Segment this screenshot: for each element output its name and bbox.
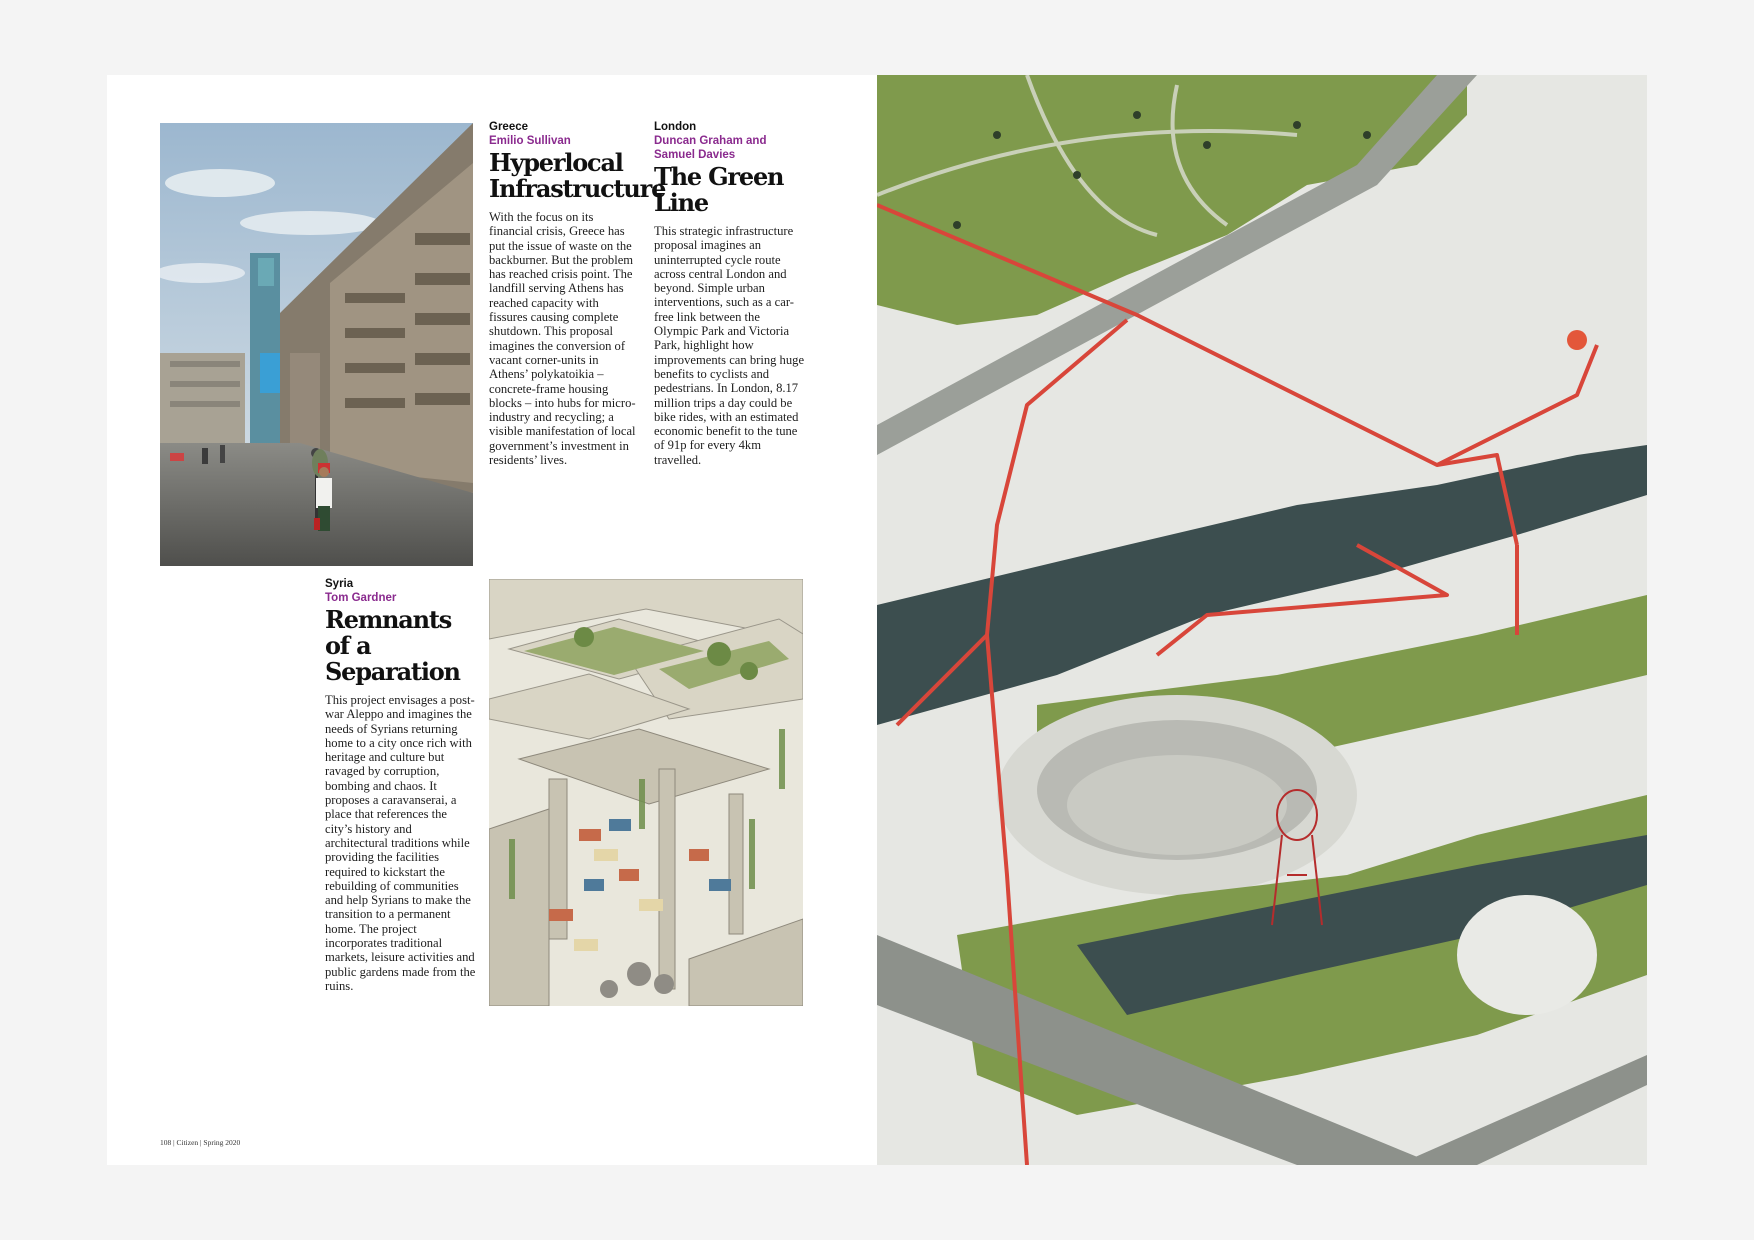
- article-london: [654, 121, 806, 467]
- article-greece: [489, 121, 666, 468]
- article-authors: Emilio Sullivan: [489, 135, 571, 147]
- article-title: Hyperlocal Infrastructure: [489, 148, 666, 203]
- article-body: With the focus on its financial crisis, Greece has put the issue of waste on the backburner. But the problem has reached crisis point. The landfill serving Athens has reached capacity with fissures causing complete shutdown. This proposal imagines the conversion of vacant corner-units in Athens’ polykatoikia – concrete-frame housing blocks – into hubs for micro-industry and recycling; a visible manifestation of local government’s investment in residents’ lives.: [489, 210, 636, 468]
- article-authors: Tom Gardner: [325, 592, 397, 604]
- article-syria: [325, 578, 477, 993]
- page-folio: 108 | Citizen | Spring 2020: [160, 1137, 241, 1147]
- article-body: This project envisages a post-war Aleppo and imagines the needs of Syrians returning home to a city once rich with heritage and culture but ravaged by corruption, bombing and chaos. It proposes a caravanserai, a place that references the city’s history and architectural traditions while providing the facilities required to kickstart the rebuilding of communities and help Syrians to make the transition to a permanent home. The project incorporates traditional markets, leisure activities and public gardens made from the ruins.: [325, 693, 476, 993]
- article-title: The Green Line: [654, 162, 784, 217]
- article-title: Remnants of a Separation: [325, 605, 460, 686]
- article-body: This strategic infrastructure proposal imagines an uninterrupted cycle route across central London and beyond. Simple urban interventions, such as a car-free link between the Olympic Park and Victoria Park, highlight how improvements can bring huge benefits to cyclists and pedestrians. In London, 8.17 million trips a day could be bike rides, with an estimated economic benefit to the tune of 91p for every 4km travelled.: [654, 224, 805, 467]
- athens-street-render-image: [160, 123, 473, 566]
- olympic-park-map-image: [877, 75, 1647, 1165]
- article-authors: Duncan Graham and Samuel Davies: [654, 135, 767, 161]
- article-country: Syria: [325, 578, 354, 590]
- article-country: Greece: [489, 121, 529, 133]
- article-country: London: [654, 121, 697, 133]
- aleppo-isometric-image: [489, 579, 803, 1006]
